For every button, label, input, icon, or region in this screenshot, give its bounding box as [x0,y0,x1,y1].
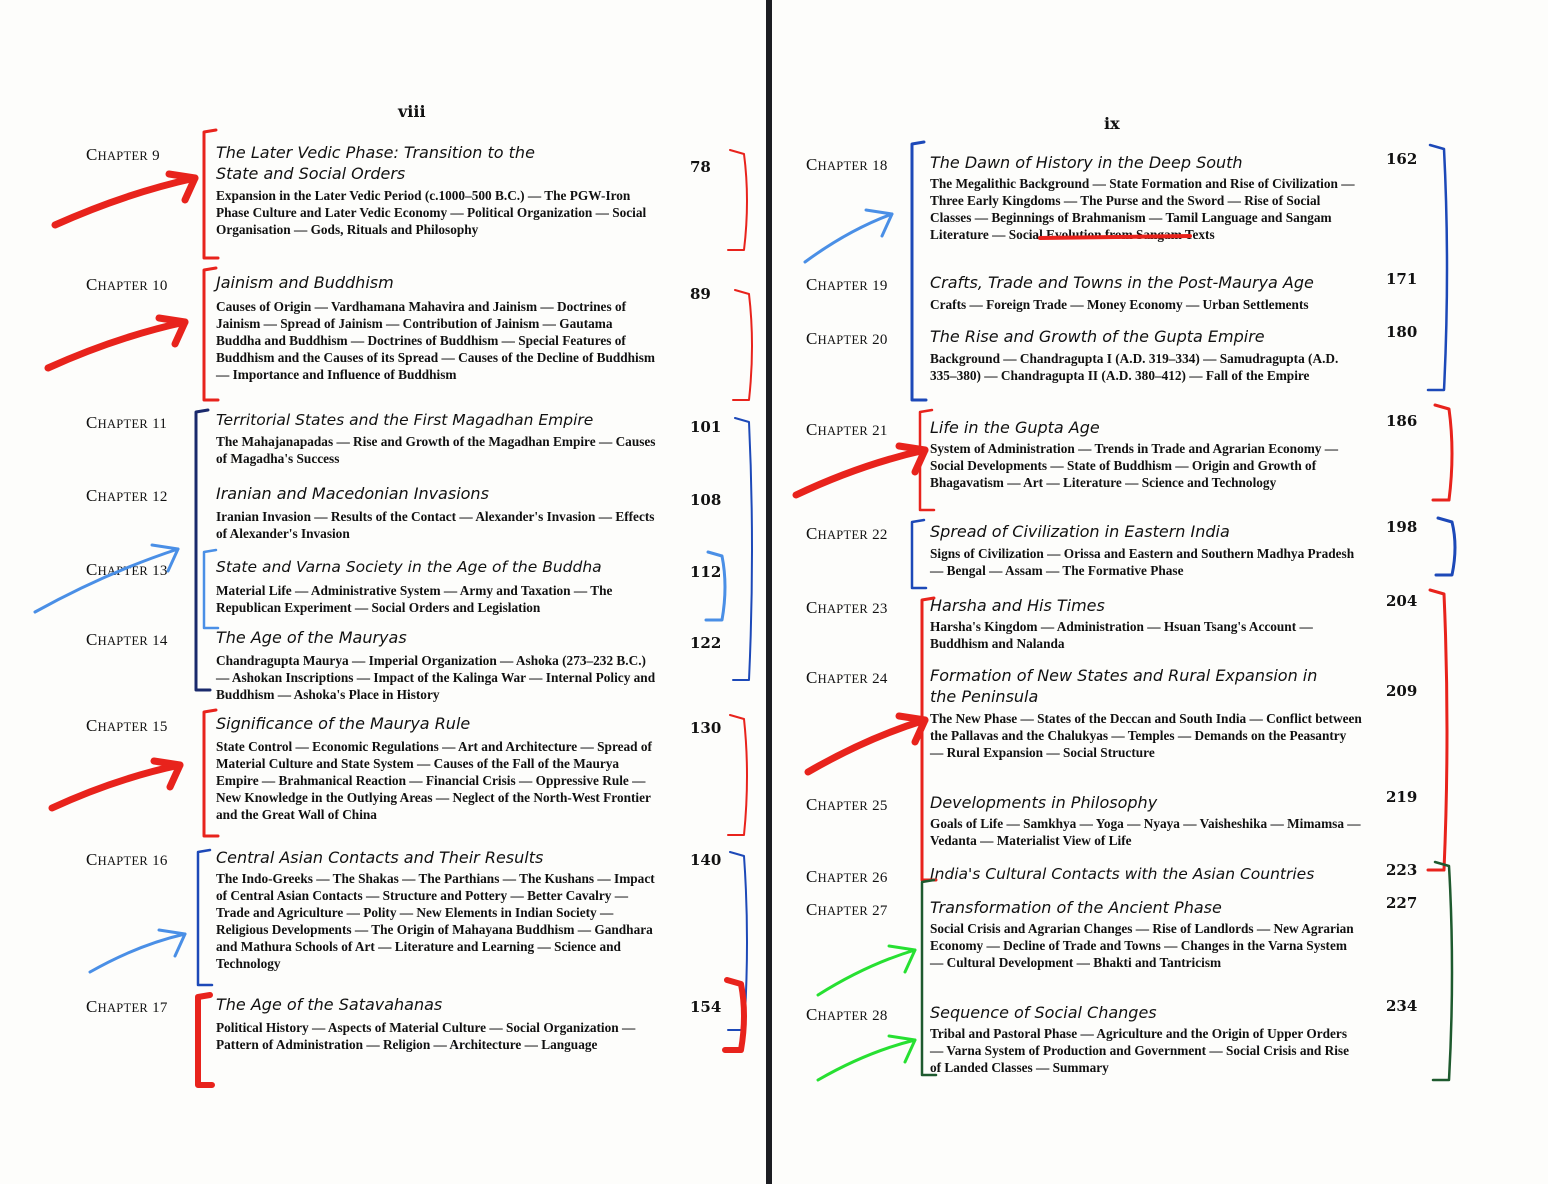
chapter-number: 25 [872,798,888,814]
chapter-label-initial: C [806,900,818,919]
chapter-number: 21 [872,423,888,439]
chapter-label [86,486,168,506]
chapter-number: 12 [152,489,168,505]
chapter-page-number: 227 [1386,894,1418,912]
chapter-label [806,420,888,440]
chapter-label-word: HAPTER [97,854,149,868]
chapter-title: Crafts, Trade and Towns in the Post-Maurya Age [930,273,1314,292]
chapter-page-number: 219 [1386,788,1418,806]
chapter-label-initial: C [806,524,818,543]
chapter-label-initial: C [86,486,98,505]
chapter-description: Expansion in the Later Vedic Period (c.1000–500 B.C.) — The PGW-Iron Phase Culture and Later Vedic Economy — Political Organization — Social Organisation — Gods, Rituals and Philosophy [216,188,647,237]
chapter-label-initial: C [86,275,98,294]
chapter-title: Central Asian Contacts and Their Results [216,848,544,867]
chapter-page-number: 130 [690,719,722,737]
chapter-title: Harsha and His Times [930,596,1105,615]
chapter-title: The Age of the Satavahanas [216,995,443,1014]
chapter-label-word: HAPTER [817,871,869,885]
chapter-label [86,997,168,1017]
chapter-page-number: 162 [1386,150,1418,168]
chapter-number: 16 [152,853,168,869]
chapter-label-initial: C [806,155,818,174]
chapter-description: Harsha's Kingdom — Administration — Hsuan Tsang's Account — Buddhism and Nalanda [930,619,1313,651]
chapter-label-initial: C [806,1005,818,1024]
chapter-label-word: HAPTER [97,720,149,734]
chapter-description: Chandragupta Maurya — Imperial Organization — Ashoka (273–232 B.C.) — Ashokan Inscriptions — Impact of the Kalinga War — Internal Policy and Buddhism — Ashoka's Place in History [216,653,656,702]
chapter-description: State Control — Economic Regulations — Art and Architecture — Spread of Material Culture and State System — Causes of the Fall of the Maurya Empire — Brahmanical Reaction — Financial Crisis — Oppressive Rule — New Knowledge in the Outlying Areas — Neglect of the North-West Frontier and the Great Wall of China [216,739,652,822]
chapter-label [86,716,168,736]
chapter-page-number: 101 [690,418,722,436]
chapter-label [86,145,160,165]
chapter-number: 28 [872,1008,888,1024]
chapter-label-word: HAPTER [97,417,149,431]
chapter-page-number: 223 [1386,861,1418,879]
chapter-label-word: HAPTER [97,490,149,504]
chapter-label [86,850,168,870]
chapter-title: Life in the Gupta Age [930,418,1100,437]
chapter-title: Significance of the Maurya Rule [216,714,471,733]
chapter-label-initial: C [806,420,818,439]
chapter-description: The Megalithic Background — State Formation and Rise of Civilization — Three Early Kingdoms — The Purse and the Sword — Rise of Social Classes — Beginnings of Brahmanism — Tamil Language and Sangam Literature — Social Evolution from Sangam Texts [930,176,1355,242]
chapter-title: Transformation of the Ancient Phase [930,898,1222,917]
chapter-page-number: 198 [1386,518,1418,536]
chapter-description: Tribal and Pastoral Phase — Agriculture and the Origin of Upper Orders — Varna System of Production and Government — Social Crisis and Rise of Landed Classes — Summary [930,1026,1350,1075]
chapter-number: 23 [872,601,888,617]
left-page [0,0,766,1184]
chapter-description: The Mahajanapadas — Rise and Growth of the Magadhan Empire — Causes of Magadha's Success [216,434,656,466]
chapter-title: The Age of the Mauryas [216,628,407,647]
chapter-number: 26 [872,870,888,886]
chapter-number: 17 [152,1000,168,1016]
chapter-label [86,630,168,650]
chapter-label [806,524,888,544]
chapter-number: 10 [152,278,168,294]
chapter-title: The Later Vedic Phase: Transition to the State and Social Orders [216,143,535,183]
chapter-description: Material Life — Administrative System — Army and Taxation — The Republican Experiment — Social Orders and Legislation [216,583,613,615]
chapter-label-word: HAPTER [817,159,869,173]
chapter-title: Jainism and Buddhism [216,273,394,292]
chapter-label-word: HAPTER [817,799,869,813]
chapter-page-number: 209 [1386,682,1418,700]
chapter-description: System of Administration — Trends in Trade and Agrarian Economy — Social Developments — State of Buddhism — Origin and Growth of Bhagavatism — Art — Literature — Science and Technology [930,441,1339,490]
chapter-number: 18 [872,158,888,174]
page-number: ix [1104,114,1120,133]
chapter-label-initial: C [806,598,818,617]
chapter-label [806,598,888,618]
chapter-page-number: 154 [690,998,722,1016]
chapter-label [806,867,888,887]
chapter-label-word: HAPTER [817,602,869,616]
chapter-page-number: 180 [1386,323,1418,341]
chapter-description: Goals of Life — Samkhya — Yoga — Nyaya — Vaisheshika — Mimamsa — Vedanta — Materialist View of Life [930,816,1361,848]
chapter-label-word: HAPTER [97,564,149,578]
chapter-number: 14 [152,633,168,649]
chapter-title: India's Cultural Contacts with the Asian Countries [930,865,1315,883]
chapter-label-word: HAPTER [817,528,869,542]
chapter-number: 11 [152,416,168,432]
chapter-label-word: HAPTER [97,634,149,648]
chapter-number: 22 [872,527,888,543]
chapter-title: The Rise and Growth of the Gupta Empire [930,327,1265,346]
chapter-title: Iranian and Macedonian Invasions [216,484,489,503]
chapter-label-initial: C [86,413,98,432]
chapter-page-number: 112 [690,563,722,581]
chapter-number: 27 [872,903,888,919]
chapter-description: Background — Chandragupta I (A.D. 319–334) — Samudragupta (A.D. 335–380) — Chandragupta II (A.D. 380–412) — Fall of the Empire [930,351,1339,383]
chapter-number: 20 [872,332,888,348]
chapter-page-number: 204 [1386,592,1418,610]
chapter-label [806,900,888,920]
chapter-page-number: 78 [690,158,711,176]
chapter-label-word: HAPTER [97,149,149,163]
chapter-label-initial: C [86,997,98,1016]
chapter-label-initial: C [806,275,818,294]
chapter-label-initial: C [86,850,98,869]
chapter-number: 13 [152,563,168,579]
chapter-number: 9 [152,148,160,164]
chapter-page-number: 234 [1386,997,1418,1015]
chapter-number: 19 [872,278,888,294]
chapter-description: Social Crisis and Agrarian Changes — Rise of Landlords — New Agrarian Economy — Decline of Trade and Towns — Changes in the Varna System — Cultural Development — Bhakti and Tantricism [930,921,1354,970]
chapter-label [806,668,888,688]
chapter-label [806,275,888,295]
chapter-page-number: 89 [690,285,711,303]
chapter-description: Political History — Aspects of Material Culture — Social Organization — Pattern of Administration — Religion — Architecture — Language [216,1020,636,1052]
chapter-label-word: HAPTER [817,424,869,438]
chapter-description: Crafts — Foreign Trade — Money Economy — Urban Settlements [930,297,1309,312]
chapter-title: State and Varna Society in the Age of the Buddha [216,558,602,576]
chapter-label [806,795,888,815]
right-page [772,0,1548,1184]
chapter-label [806,1005,888,1025]
chapter-label [806,329,888,349]
chapter-label-initial: C [806,668,818,687]
chapter-description: Iranian Invasion — Results of the Contact — Alexander's Invasion — Effects of Alexander's Invasion [216,509,655,541]
chapter-page-number: 108 [690,491,722,509]
chapter-label-word: HAPTER [817,672,869,686]
chapter-page-number: 186 [1386,412,1418,430]
page-number: viii [398,102,426,121]
chapter-label-word: HAPTER [97,279,149,293]
chapter-description: The New Phase — States of the Deccan and South India — Conflict between the Pallavas and the Chalukyas — Temples — Demands on the Peasantry — Rural Expansion — Social Structure [930,711,1362,760]
chapter-label [86,560,168,580]
chapter-label-initial: C [806,329,818,348]
chapter-description: The Indo-Greeks — The Shakas — The Parthians — The Kushans — Impact of Central Asian Contacts — Structure and Pottery — Better Cavalry — Trade and Agriculture — Polity — New Elements in Indian Society — Religious Developments — The Origin of Mahayana Buddhism — Gandhara and Mathura Schools of Art — Literature and Learning — Science and Technology [216,871,655,971]
chapter-label-word: HAPTER [817,279,869,293]
chapter-label-word: HAPTER [817,333,869,347]
chapter-label-initial: C [86,630,98,649]
chapter-label-initial: C [86,145,98,164]
chapter-label-initial: C [86,560,98,579]
chapter-label [806,155,888,175]
chapter-title: The Dawn of History in the Deep South [930,153,1243,172]
chapter-label [86,413,167,433]
chapter-title: Territorial States and the First Magadhan Empire [216,411,594,429]
chapter-title: Formation of New States and Rural Expansion in the Peninsula [930,666,1318,706]
chapter-description: Signs of Civilization — Orissa and Eastern and Southern Madhya Pradesh — Bengal — Assam — The Formative Phase [930,546,1355,578]
chapter-title: Spread of Civilization in Eastern India [930,522,1230,541]
chapter-title: Developments in Philosophy [930,793,1158,812]
chapter-label-word: HAPTER [817,904,869,918]
chapter-label-initial: C [806,795,818,814]
chapter-label-word: HAPTER [97,1001,149,1015]
chapter-number: 24 [872,671,888,687]
chapter-label-word: HAPTER [817,1009,869,1023]
chapter-page-number: 171 [1386,270,1418,288]
chapter-title: Sequence of Social Changes [930,1003,1157,1022]
chapter-label-initial: C [806,867,818,886]
chapter-page-number: 122 [690,634,722,652]
chapter-label-initial: C [86,716,98,735]
chapter-number: 15 [152,719,168,735]
chapter-label [86,275,168,295]
chapter-page-number: 140 [690,851,722,869]
chapter-description: Causes of Origin — Vardhamana Mahavira and Jainism — Doctrines of Jainism — Spread of Jainism — Contribution of Jainism — Gautama Buddha and Buddhism — Doctrines of Buddhism — Special Features of Buddhism and the Causes of its Spread — Causes of the Decline of Buddhism — Importance and Influence of Buddhism [216,299,655,382]
